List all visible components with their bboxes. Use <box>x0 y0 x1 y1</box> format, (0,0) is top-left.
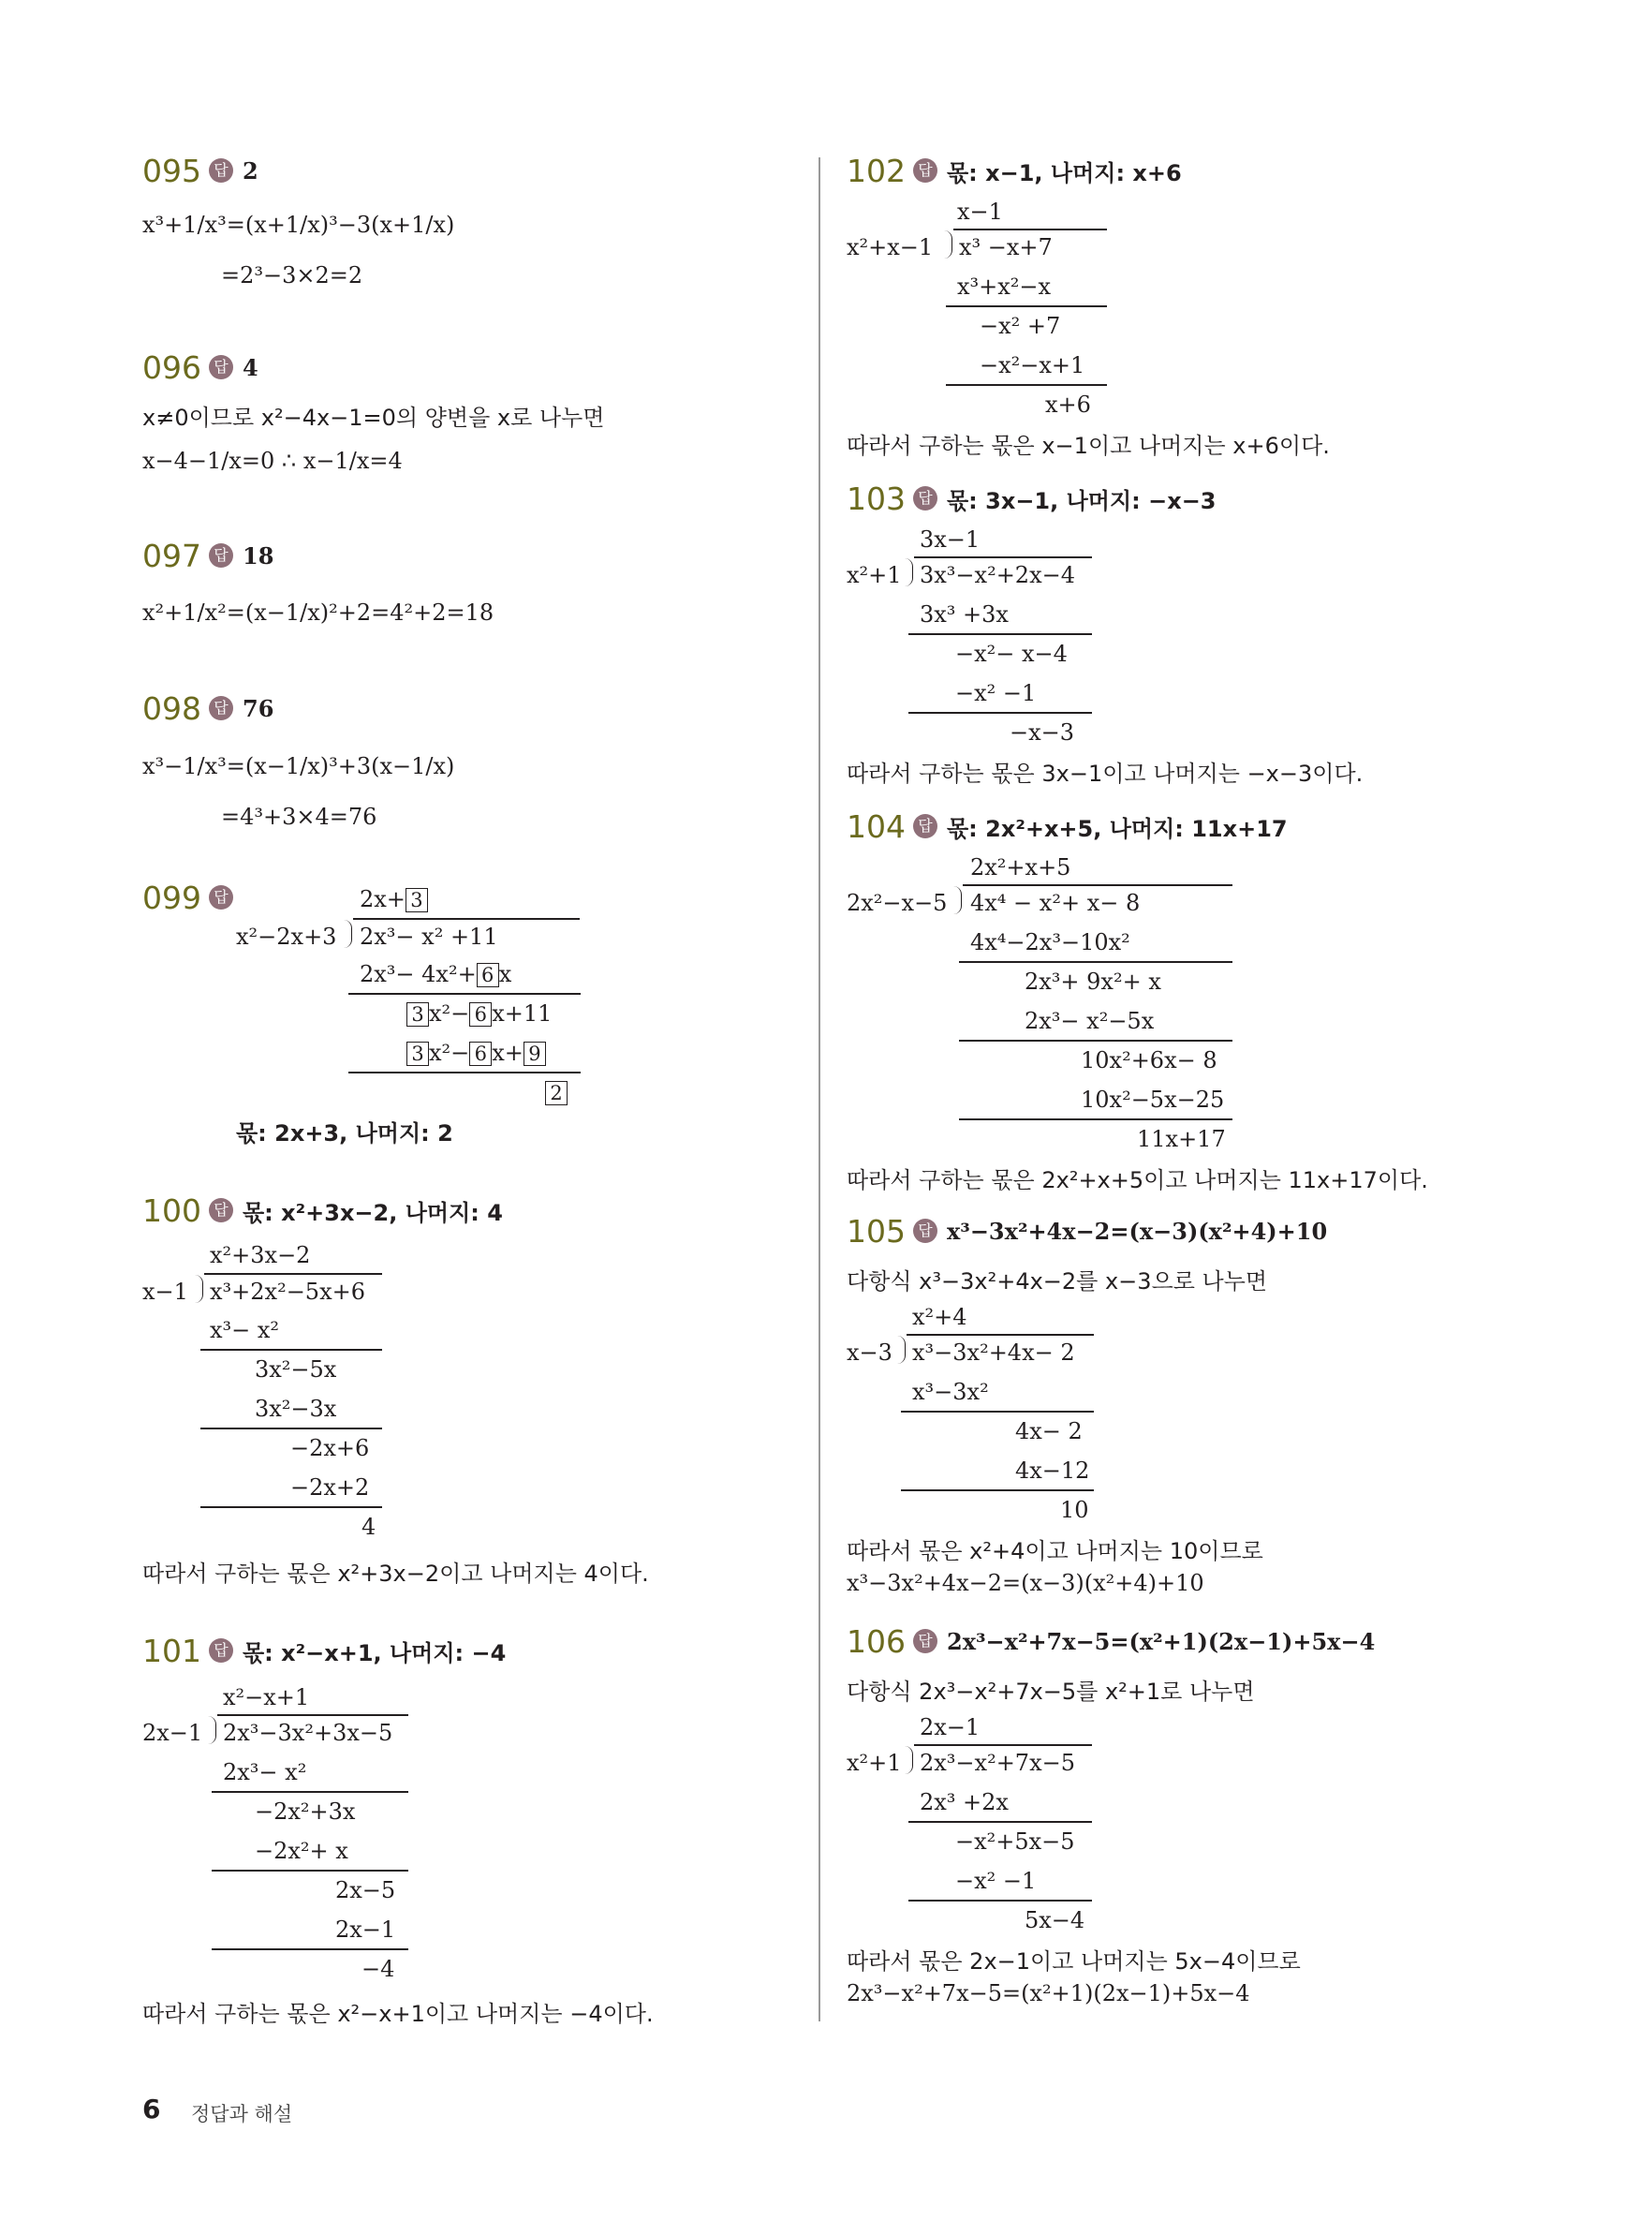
division-row: −2x²+3x <box>255 1798 356 1825</box>
divisor: x−3 <box>847 1339 892 1366</box>
problem-number: 100 <box>142 1191 201 1229</box>
dividend: 2x³− x² +11 <box>360 924 498 950</box>
problem-number: 106 <box>847 1622 906 1660</box>
subtraction-line <box>212 1791 408 1793</box>
subtraction-line <box>212 1948 408 1950</box>
page-number: 6 <box>142 2094 161 2124</box>
solution-line: =4³+3×4=76 <box>221 804 377 830</box>
subtraction-line <box>959 961 1232 963</box>
conclusion: 따라서 구하는 몫은 x−1이고 나머지는 x+6이다. <box>847 433 1330 459</box>
division-row: −2x+2 <box>290 1474 370 1501</box>
dividend: 2x³−x²+7x−5 <box>920 1750 1075 1776</box>
subtraction-line <box>200 1506 382 1508</box>
divisor: x²+x−1 <box>847 234 934 260</box>
section-title: 정답과 해설 <box>191 2103 293 2125</box>
division-bracket <box>905 558 913 586</box>
division-row: −x² +7 <box>980 313 1061 339</box>
subtraction-line <box>908 633 1092 635</box>
remainder: x+6 <box>1045 392 1091 418</box>
division-row: 4x−12 <box>1015 1458 1090 1484</box>
subtraction-line <box>908 1821 1092 1823</box>
subtraction-line <box>901 1411 1094 1413</box>
division-bracket <box>344 920 352 948</box>
quotient: x²+3x−2 <box>210 1242 311 1268</box>
quotient: 2x²+x+5 <box>970 854 1071 881</box>
division-bar <box>914 556 1092 558</box>
division-row: −2x²+ x <box>255 1838 348 1864</box>
remainder <box>545 1079 568 1105</box>
division-row: 3 x²− 6 x+ 9 <box>406 1040 546 1066</box>
division-bracket <box>195 1275 203 1303</box>
subtraction-line <box>959 1040 1232 1042</box>
problem-103 <box>847 480 1217 517</box>
quotient: x²+4 <box>912 1304 967 1330</box>
subtraction-line <box>212 1870 408 1872</box>
solution-line: x−4−1/x=0 ∴ x−1/x=4 <box>142 448 403 474</box>
divisor: 2x−1 <box>142 1720 203 1746</box>
answer-text: 2 <box>243 156 258 185</box>
division-row: x³+x²−x <box>957 274 1052 300</box>
final-answer: 몫: 2x+3, 나머지: 2 <box>236 1120 453 1147</box>
answer-box: 3 <box>406 1002 429 1027</box>
problem-100 <box>142 1191 503 1229</box>
divisor: 2x²−x−5 <box>847 890 948 916</box>
answer-badge: 답 <box>209 1638 233 1663</box>
answer-box: 2 <box>545 1081 568 1105</box>
answer-box: 6 <box>477 963 499 987</box>
answer-box: 3 <box>406 888 428 912</box>
division-bracket <box>897 1336 906 1364</box>
answer-text: 4 <box>243 353 258 381</box>
division-bar <box>204 1273 382 1275</box>
column-divider <box>819 157 820 2021</box>
answer-badge: 답 <box>209 158 233 183</box>
intro-line: 다항식 x³−3x²+4x−2를 x−3으로 나누면 <box>847 1268 1268 1295</box>
division-row: 3x²−3x <box>255 1396 337 1422</box>
remainder: −4 <box>361 1956 395 1982</box>
division-row: 2x³− x² <box>223 1759 307 1785</box>
problem-105 <box>847 1212 1327 1250</box>
division-row: 2x−5 <box>335 1877 396 1903</box>
quotient: 3x−1 <box>920 526 981 553</box>
subtraction-line <box>946 384 1107 386</box>
division-bracket <box>944 230 952 259</box>
division-bar <box>217 1714 408 1716</box>
solution-line: x³+1/x³=(x+1/x)³−3(x+1/x) <box>142 212 455 238</box>
subtraction-line <box>959 1118 1232 1120</box>
quotient: 2x−1 <box>920 1714 981 1740</box>
answer-text: x³−3x²+4x−2=(x−3)(x²+4)+10 <box>947 1217 1328 1245</box>
division-row: −x²−x+1 <box>980 352 1085 378</box>
problem-104 <box>847 807 1288 845</box>
subtraction-line <box>200 1349 382 1351</box>
conclusion-equation: x³−3x²+4x−2=(x−3)(x²+4)+10 <box>847 1570 1204 1596</box>
answer-badge: 답 <box>913 814 937 838</box>
problem-097 <box>142 537 273 574</box>
solution-line: x²+1/x²=(x−1/x)²+2=4²+2=18 <box>142 599 494 626</box>
remainder: 5x−4 <box>1025 1907 1085 1933</box>
answer-text: 몫: x−1, 나머지: x+6 <box>947 159 1182 186</box>
division-row: 4x⁴−2x³−10x² <box>970 929 1130 955</box>
remainder: 10 <box>1060 1497 1089 1523</box>
division-row: x³−3x² <box>912 1379 989 1405</box>
subtraction-line <box>901 1489 1094 1491</box>
divisor: x²+1 <box>847 562 902 588</box>
division-bar <box>907 1334 1094 1336</box>
answer-box: 3 <box>406 1042 429 1066</box>
answer-badge: 답 <box>209 1198 233 1222</box>
answer-badge: 답 <box>913 1219 937 1243</box>
answer-text: 76 <box>243 694 274 722</box>
dividend: x³+2x²−5x+6 <box>210 1279 365 1305</box>
problem-number: 105 <box>847 1212 906 1250</box>
division-row: 4x− 2 <box>1015 1418 1083 1444</box>
dividend: x³ −x+7 <box>959 234 1053 260</box>
conclusion: 따라서 구하는 몫은 x²−x+1이고 나머지는 −4이다. <box>142 2001 654 2027</box>
answer-badge: 답 <box>209 696 233 720</box>
division-bar <box>353 918 580 920</box>
divisor: x²−2x+3 <box>236 924 337 950</box>
solution-line: =2³−3×2=2 <box>221 262 363 289</box>
quotient: x²−x+1 <box>223 1684 310 1710</box>
problem-099 <box>142 879 243 916</box>
answer-badge: 답 <box>913 486 937 511</box>
remainder: −x−3 <box>1010 719 1075 746</box>
answer-badge: 답 <box>913 1629 937 1653</box>
problem-number: 102 <box>847 152 906 189</box>
subtraction-line <box>200 1428 382 1429</box>
division-row: −2x+6 <box>290 1435 370 1461</box>
division-row: −x²− x−4 <box>955 641 1068 667</box>
problem-101 <box>142 1632 506 1669</box>
answer-text: 2x³−x²+7x−5=(x²+1)(2x−1)+5x−4 <box>947 1627 1376 1655</box>
subtraction-line <box>348 1072 581 1073</box>
quotient: x−1 <box>957 199 1003 225</box>
intro-line: 다항식 2x³−x²+7x−5를 x²+1로 나누면 <box>847 1679 1255 1705</box>
divisor: x−1 <box>142 1279 188 1305</box>
division-bar <box>953 229 1107 230</box>
answer-text: 몫: x²+3x−2, 나머지: 4 <box>243 1199 503 1226</box>
subtraction-line <box>908 712 1092 714</box>
dividend: 4x⁴ − x²+ x− 8 <box>970 890 1141 916</box>
problem-number: 099 <box>142 879 201 916</box>
conclusion: 따라서 구하는 몫은 2x²+x+5이고 나머지는 11x+17이다. <box>847 1167 1428 1193</box>
answer-box: 6 <box>469 1042 492 1066</box>
problem-098 <box>142 689 273 727</box>
division-row: 3x³ +3x <box>920 601 1009 628</box>
division-bar <box>914 1744 1092 1746</box>
solution-line: x³−1/x³=(x−1/x)³+3(x−1/x) <box>142 753 455 779</box>
problem-106 <box>847 1622 1375 1660</box>
problem-096 <box>142 348 258 386</box>
division-row: 2x³− x²−5x <box>1025 1008 1155 1034</box>
subtraction-line <box>348 993 581 995</box>
dividend: 2x³−3x²+3x−5 <box>223 1720 393 1746</box>
conclusion: 따라서 구하는 몫은 x²+3x−2이고 나머지는 4이다. <box>142 1561 649 1587</box>
division-row: 10x²+6x− 8 <box>1081 1047 1217 1073</box>
conclusion-equation: 2x³−x²+7x−5=(x²+1)(2x−1)+5x−4 <box>847 1980 1250 2006</box>
answer-text: 몫: 2x²+x+5, 나머지: 11x+17 <box>947 815 1288 842</box>
answer-text: 몫: 3x−1, 나머지: −x−3 <box>947 487 1217 514</box>
problem-number: 104 <box>847 807 906 845</box>
answer-text: 몫: x²−x+1, 나머지: −4 <box>243 1639 507 1666</box>
problem-number: 098 <box>142 689 201 727</box>
problem-095 <box>142 152 258 189</box>
problem-number: 103 <box>847 480 906 517</box>
answer-badge: 답 <box>209 543 233 568</box>
division-bar <box>963 884 1232 886</box>
division-row: −x² −1 <box>955 680 1037 706</box>
division-bracket <box>208 1716 216 1744</box>
division-bracket <box>905 1746 913 1774</box>
answer-box: 9 <box>524 1042 546 1066</box>
problem-number: 095 <box>142 152 201 189</box>
division-row: 2x³− 4x²+ 6 x <box>360 961 512 987</box>
problem-number: 101 <box>142 1632 201 1669</box>
remainder: 11x+17 <box>1137 1126 1226 1152</box>
division-bracket <box>953 886 962 914</box>
answer-text: 18 <box>243 541 274 570</box>
conclusion: 따라서 몫은 x²+4이고 나머지는 10이므로 <box>847 1538 1263 1564</box>
division-row: −x² −1 <box>955 1868 1037 1894</box>
problem-number: 097 <box>142 537 201 574</box>
answer-badge: 답 <box>209 355 233 379</box>
subtraction-line <box>946 305 1107 307</box>
problem-number: 096 <box>142 348 201 386</box>
division-row: 2x−1 <box>335 1917 396 1943</box>
conclusion: 따라서 몫은 2x−1이고 나머지는 5x−4이므로 <box>847 1948 1301 1975</box>
division-row: 10x²−5x−25 <box>1081 1087 1225 1113</box>
answer-box: 6 <box>469 1002 492 1027</box>
division-row: 2x³ +2x <box>920 1789 1009 1815</box>
divisor: x²+1 <box>847 1750 902 1776</box>
division-row: −x²+5x−5 <box>955 1828 1075 1855</box>
answer-badge: 답 <box>209 885 233 910</box>
division-row: 3x²−5x <box>255 1356 337 1383</box>
division-row: 2x³+ 9x²+ x <box>1025 969 1161 995</box>
subtraction-line <box>908 1900 1092 1902</box>
quotient: 2x+ 3 <box>360 886 428 912</box>
conclusion: 따라서 구하는 몫은 3x−1이고 나머지는 −x−3이다. <box>847 761 1364 787</box>
solution-line: x≠0이므로 x²−4x−1=0의 양변을 x로 나누면 <box>142 405 605 431</box>
answer-badge: 답 <box>913 158 937 183</box>
division-row: 3 x²− 6 x+11 <box>406 1000 552 1027</box>
division-row: x³− x² <box>210 1317 280 1343</box>
problem-102 <box>847 152 1182 189</box>
remainder: 4 <box>361 1514 376 1540</box>
dividend: x³−3x²+4x− 2 <box>912 1339 1075 1366</box>
dividend: 3x³−x²+2x−4 <box>920 562 1075 588</box>
